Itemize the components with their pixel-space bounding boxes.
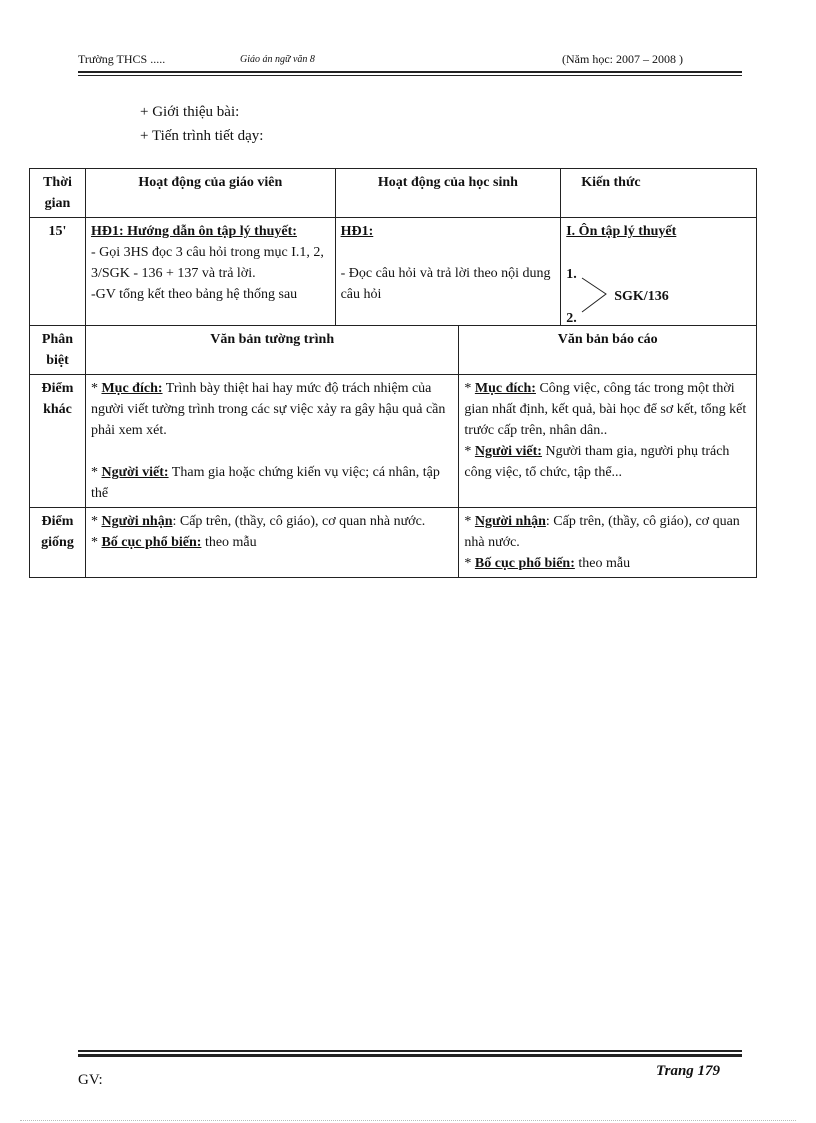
intro-line-2: + Tiến trình tiết dạy: [140, 128, 264, 144]
page-edge [20, 1120, 796, 1121]
compare-label: Phân biệt [30, 326, 86, 375]
same-left-layout-text: theo mẫu [201, 535, 257, 550]
same-right-receiver-label: Người nhận [474, 514, 546, 529]
table-header-row [30, 169, 757, 218]
same-right-cell: * Người nhận: Cấp trên, (thầy, cô giáo), cơ quan nhà nước. * Bố cục phổ biến: theo mẫu [459, 508, 757, 578]
same-left-receiver-text: : Cấp trên, (thầy, cô giáo), cơ quan nhà nước. [172, 514, 426, 529]
diff-right-writer-text: Người tham gia, người phụ trách công việc, tổ chức, tập thể... [464, 444, 730, 480]
diff-label: Điểm khác [30, 375, 86, 508]
page-number: Trang 179 [656, 1063, 721, 1079]
knowledge-cell [561, 218, 757, 326]
footer-rule [78, 1050, 742, 1052]
knowledge-diagram [566, 242, 751, 326]
table-row [30, 508, 757, 578]
diff-right-purpose-text: Công việc, công tác trong một thời gian nhất định, kết quả, bài học để sơ kết, tổng kết trước cấp trên, nhân dân.. [464, 381, 747, 438]
knowledge-ref: SGK/136 [614, 289, 669, 304]
header-year: (Năm học: 2007 – 2008 ) [562, 52, 683, 66]
same-left-cell: * Người nhận: Cấp trên, (thầy, cô giáo), cơ quan nhà nước. * Bố cục phổ biến: theo mẫu [85, 508, 458, 578]
footer-teacher: GV: [78, 1072, 103, 1088]
header-rule-thin [78, 75, 742, 76]
diff-right-writer-label: Người viết: [474, 444, 542, 459]
teacher-line-1: - Gọi 3HS đọc 3 câu hỏi trong mục I.1, 2, 3/SGK - 136 + 137 và trả lời. [90, 245, 324, 281]
student-text: - Đọc câu hỏi và trả lời theo nội dung câu hỏi [340, 266, 551, 302]
same-label: Điểm giống [30, 508, 86, 578]
table-row [30, 375, 757, 508]
compare-header-row [30, 326, 757, 375]
compare-right-header: Văn bản báo cáo [459, 326, 757, 375]
knowledge-number-2: 2. [566, 311, 577, 326]
header-subject: Giáo án ngữ văn 8 [240, 54, 315, 65]
row-time: 15' [30, 218, 86, 326]
header-knowledge: Kiến thức [561, 169, 757, 218]
header-student: Hoạt động của học sinh [335, 169, 561, 218]
same-right-receiver-text: : Cấp trên, (thầy, cô giáo), cơ quan nhà nước. [464, 514, 740, 550]
student-cell [335, 218, 561, 326]
diff-left-purpose-text: Trình bày thiệt hai hay mức độ trách nhiệm của người viết tường trình trong các sự việc xảy ra gây hậu quả cần phải xem xét. [90, 381, 446, 438]
same-right-layout-text: theo mẫu [574, 556, 631, 571]
header-rule [78, 71, 742, 73]
teacher-line-2: -GV tổng kết theo bảng hệ thống sau [90, 287, 298, 302]
same-right-layout-label: Bố cục phổ biến: [474, 556, 575, 571]
table-row [30, 218, 757, 326]
student-title: HĐ1: [340, 224, 374, 239]
diff-left-cell: * Mục đích: Trình bày thiệt hai hay mức độ trách nhiệm của người viết tường trình trong các sự việc xảy ra gây hậu quả cần phải xem xét. * Người viết: Tham gia hoặc chứng kiến vụ việc; cá nhân, tập thể [85, 375, 458, 508]
same-left-layout-label: Bố cục phổ biến: [101, 535, 202, 550]
bracket-icon [580, 276, 610, 316]
teacher-title: HĐ1: Hướng dẫn ôn tập lý thuyết: [90, 224, 297, 239]
same-left-receiver-label: Người nhận [101, 514, 173, 529]
compare-left-header: Văn bản tường trình [85, 326, 458, 375]
diff-left-purpose-label: Mục đích: [101, 381, 163, 396]
intro-line-1: + Giới thiệu bài: [140, 104, 240, 120]
header-school: Trường THCS ..... [78, 52, 166, 66]
diff-right-cell: * Mục đích: Công việc, công tác trong một thời gian nhất định, kết quả, bài học để sơ kết, tổng kết trước cấp trên, nhân dân.. * Người viết: Người tham gia, người phụ trách công việc, tổ chức, tập thể... [459, 375, 757, 508]
footer-rule-thick [78, 1054, 742, 1057]
diff-left-writer-text: Tham gia hoặc chứng kiến vụ việc; cá nhân, tập thể [90, 465, 440, 501]
knowledge-title: I. Ôn tập lý thuyết [566, 224, 677, 239]
header-time: Thời gian [30, 169, 86, 218]
knowledge-number-1: 1. [566, 267, 577, 282]
header-teacher: Hoạt động của giáo viên [85, 169, 335, 218]
teacher-cell [85, 218, 335, 326]
diff-right-purpose-label: Mục đích: [474, 381, 536, 396]
lesson-table [29, 168, 757, 578]
diff-left-writer-label: Người viết: [101, 465, 169, 480]
